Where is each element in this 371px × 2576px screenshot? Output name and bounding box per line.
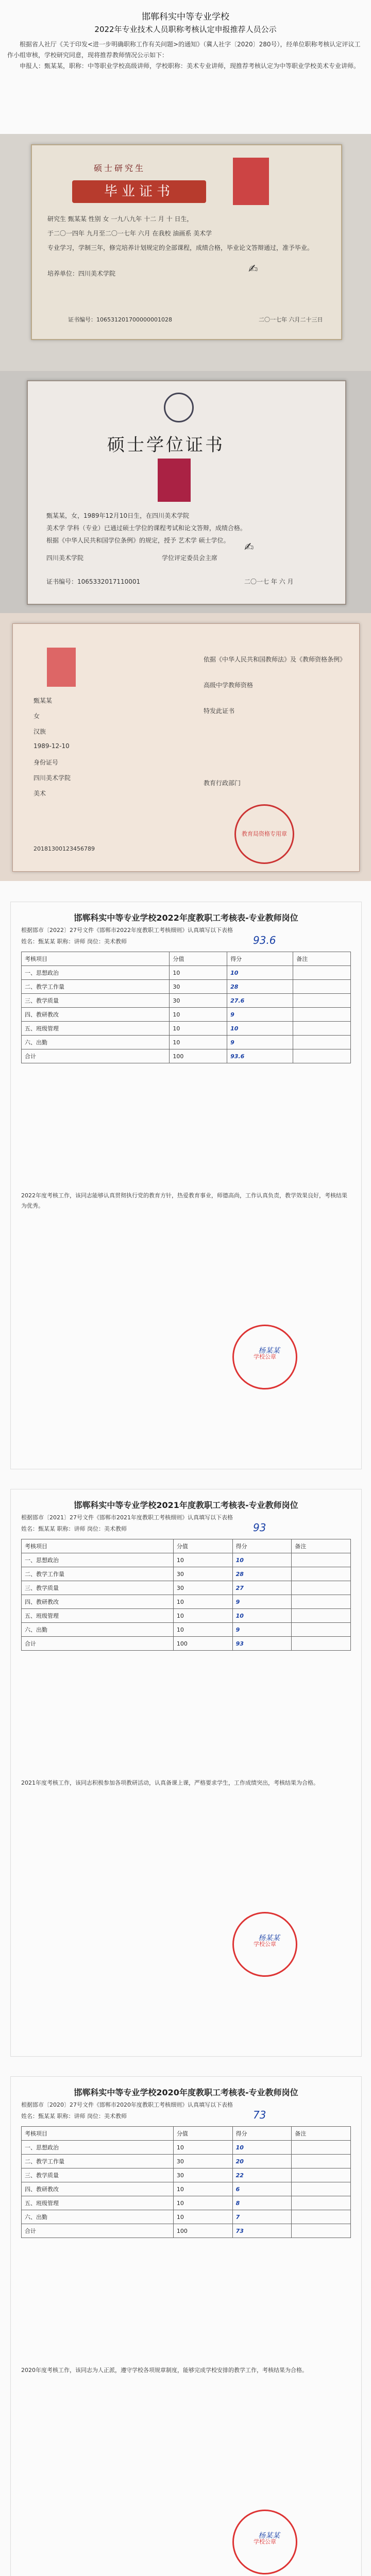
table-cell: [292, 2210, 351, 2224]
table-cell: 30: [173, 1567, 232, 1581]
teacher-qualification-certificate: [12, 623, 360, 872]
cert-line-2: 于二〇一四年 九月至二〇一七年 六月 在我校 油画系 美术学: [47, 230, 212, 237]
sheet-subtitle: 根据邯市〔2020〕27号文件《邯郸市2020年度教职工考核细则》认真填写以下表格: [21, 2102, 233, 2108]
degree-number: 证书编号：1065332017110001: [46, 578, 141, 585]
table-cell: 30: [173, 2155, 232, 2168]
table-cell: 20: [232, 2155, 292, 2168]
table-cell: 73: [232, 2224, 292, 2238]
table-cell: [292, 1567, 351, 1581]
table-row: [22, 1553, 351, 1567]
tq-birth: 1989-12-10: [33, 742, 70, 750]
signature: ✍: [248, 263, 258, 276]
degree-certificate: [27, 380, 346, 605]
table-row: [22, 952, 351, 966]
table-cell: [292, 1595, 351, 1609]
table-cell: 30: [173, 2168, 232, 2182]
table-cell: 10: [173, 2141, 232, 2155]
cert-school-label: 硕士研究生: [94, 163, 146, 173]
assessment-sheet-2022: [10, 902, 362, 1469]
table-row: [22, 1623, 351, 1637]
table-cell: 9: [227, 1036, 293, 1049]
tq-unit: 教育行政部门: [204, 779, 241, 787]
table-cell: 考核项目: [22, 2127, 174, 2141]
table-cell: 10: [227, 966, 293, 980]
table-row: [22, 1036, 351, 1049]
table-cell: 10: [173, 1553, 232, 1567]
table-cell: 一、思想政治: [22, 2141, 174, 2155]
table-row: [22, 2224, 351, 2238]
table-row: [22, 980, 351, 994]
table-cell: 五、班级管理: [22, 1609, 174, 1623]
graduation-certificate: [31, 144, 342, 340]
table-cell: [292, 2168, 351, 2182]
table-cell: [293, 1008, 351, 1022]
sheet-meta: 姓名：甄某某 职称：讲师 岗位：美术教师: [21, 2113, 127, 2120]
signature: 杨某某: [258, 1347, 280, 1355]
table-cell: 28: [227, 980, 293, 994]
table-cell: 27: [232, 1581, 292, 1595]
cert-banner: 毕业证书: [72, 180, 206, 203]
table-cell: 四、教研教改: [22, 2182, 174, 2196]
table-row: [22, 966, 351, 980]
table-cell: 10: [173, 1623, 232, 1637]
cert-date: 二〇一七年 六月二十三日: [259, 316, 323, 323]
tq-type: 高级中学教师资格: [204, 682, 254, 689]
signature: ✍: [244, 541, 254, 554]
tq-law: 依据《中华人民共和国教师法》及《教师资格条例》: [204, 656, 346, 663]
sheet-remark: 2022年度考核工作，该同志能够认真贯彻执行党的教育方针，热爱教育事业，师德高尚，工作认真负责，教学效果良好，考核结果为优秀。: [21, 1192, 347, 1209]
tq-subject: 美术: [33, 790, 46, 797]
table-row: [22, 2196, 351, 2210]
table-row: [22, 1581, 351, 1595]
table-cell: [293, 1049, 351, 1063]
table-cell: 10: [173, 2182, 232, 2196]
degree-cert-photo: [0, 371, 371, 613]
table-cell: 五、班级管理: [22, 1022, 170, 1036]
table-cell: 9: [227, 1008, 293, 1022]
table-cell: 30: [173, 1581, 232, 1595]
table-cell: 22: [232, 2168, 292, 2182]
total-score: 93.6: [253, 934, 276, 946]
degree-title: 硕士学位证书: [107, 435, 225, 455]
table-cell: [292, 1623, 351, 1637]
table-cell: [293, 966, 351, 980]
intro-text: [7, 39, 364, 72]
table-cell: 三、教学质量: [22, 994, 170, 1008]
table-cell: 93.6: [227, 1049, 293, 1063]
intro-paragraph-2: 申报人：甄某某，职称：中等职业学校高级讲师，学校职称：美术专业讲师，现推荐考核认定为中等职业学校美术专业讲师。: [20, 62, 360, 70]
table-cell: 10: [173, 1609, 232, 1623]
table-cell: 备注: [292, 1539, 351, 1553]
table-cell: 10: [170, 1036, 227, 1049]
table-cell: 10: [170, 966, 227, 980]
table-cell: 六、出勤: [22, 2210, 174, 2224]
table-cell: [292, 2155, 351, 2168]
table-row: [22, 2210, 351, 2224]
table-cell: 30: [170, 994, 227, 1008]
table-cell: [293, 1036, 351, 1049]
table-row: [22, 1609, 351, 1623]
sheet-title: 邯郸科实中等专业学校2021年度教职工考核表-专业教师岗位: [74, 1500, 298, 1510]
table-cell: 6: [232, 2182, 292, 2196]
table-row: [22, 2168, 351, 2182]
table-cell: [292, 2182, 351, 2196]
table-row: [22, 1595, 351, 1609]
table-cell: 二、教学工作量: [22, 980, 170, 994]
table-cell: 备注: [293, 952, 351, 966]
table-cell: 一、思想政治: [22, 966, 170, 980]
table-cell: [292, 2141, 351, 2155]
sheet-subtitle: 根据邯市〔2021〕27号文件《邯郸市2021年度教职工考核细则》认真填写以下表格: [21, 1514, 233, 1521]
table-cell: 10: [173, 1595, 232, 1609]
portrait-photo: [158, 459, 191, 502]
sheet-remark: 2021年度考核工作，该同志积极参加各项教研活动，认真备课上课，严格要求学生，工作成绩突出，考核结果为合格。: [21, 1780, 319, 1786]
table-row: [22, 994, 351, 1008]
table-row: [22, 1008, 351, 1022]
table-cell: 考核项目: [22, 1539, 174, 1553]
sheet-remark: 2020年度考核工作，该同志为人正派，遵守学校各项规章制度，能够完成学校安排的教学工作，考核结果为合格。: [21, 2367, 308, 2374]
table-cell: 9: [232, 1623, 292, 1637]
table-cell: 10: [170, 1022, 227, 1036]
table-cell: 10: [232, 1609, 292, 1623]
school-stamp-icon: 学校公章: [232, 2510, 297, 2574]
table-cell: [293, 980, 351, 994]
table-cell: 得分: [232, 2127, 292, 2141]
tq-number: 20181300123456789: [33, 845, 95, 852]
table-cell: 9: [232, 1595, 292, 1609]
tq-gender: 女: [33, 713, 40, 720]
table-cell: 100: [170, 1049, 227, 1063]
table-row: [22, 2182, 351, 2196]
intro-paragraph-1: 根据省人社厅《关于印发<进一步明确职称工作有关问题>的通知》（冀人社字〔2020〕280号），经单位职称考核认定评议工作小组审核，学校研究同意，现将推荐教师情况公示如下：: [7, 41, 361, 59]
table-row: [22, 1567, 351, 1581]
degree-unit: 四川美术学院: [46, 554, 84, 562]
table-cell: 30: [170, 980, 227, 994]
sheet-title: 邯郸科实中等专业学校2022年度教职工考核表-专业教师岗位: [74, 913, 298, 923]
official-seal-icon: 教育局资格专用章: [234, 804, 294, 864]
school-stamp-icon: 学校公章: [232, 1325, 297, 1389]
cert-line-1: 研究生 甄某某 性别 女 一九八九年 十二 月 十 日生，: [47, 215, 193, 223]
total-score: 73: [253, 2109, 266, 2121]
table-cell: 分值: [173, 2127, 232, 2141]
table-cell: 备注: [292, 2127, 351, 2141]
table-cell: 10: [227, 1022, 293, 1036]
table-row: [22, 1049, 351, 1063]
table-cell: [292, 1581, 351, 1595]
teacher-qual-photo: [0, 613, 371, 881]
table-cell: 10: [173, 2196, 232, 2210]
table-cell: [293, 994, 351, 1008]
school-name: 邯郸科实中等专业学校: [142, 12, 229, 22]
table-cell: [292, 2196, 351, 2210]
signature: 杨某某: [258, 1934, 280, 1942]
sheet-title: 邯郸科实中等专业学校2020年度教职工考核表-专业教师岗位: [74, 2088, 298, 2097]
table-cell: 分值: [170, 952, 227, 966]
cert-unit: 培养单位：四川美术学院: [47, 270, 116, 277]
table-cell: 分值: [173, 1539, 232, 1553]
university-logo-icon: [164, 393, 194, 422]
table-row: [22, 1022, 351, 1036]
table-row: [22, 2127, 351, 2141]
table-cell: 10: [173, 2210, 232, 2224]
tq-id-label: 身份证号: [33, 759, 59, 766]
total-score: 93: [253, 1521, 266, 1534]
school-stamp-icon: 学校公章: [232, 1912, 297, 1977]
tq-ethnic: 汉族: [33, 728, 46, 735]
table-cell: [292, 1637, 351, 1651]
degree-line-2: 美术学 学科（专业）已通过硕士学位的课程考试和论文答辩，成绩合格。: [46, 524, 246, 532]
score-table: [21, 2126, 351, 2238]
table-cell: 合计: [22, 2224, 174, 2238]
table-cell: 四、教研教改: [22, 1595, 174, 1609]
table-row: [22, 2155, 351, 2168]
portrait-photo: [233, 158, 269, 205]
cert-number: 证书编号：106531201700000001028: [68, 316, 172, 323]
tq-name: 甄某某: [33, 697, 53, 704]
degree-role: 学位评定委员会主席: [162, 554, 218, 562]
table-cell: 二、教学工作量: [22, 2155, 174, 2168]
degree-line-3: 根据《中华人民共和国学位条例》的规定，授予 艺术学 硕士学位。: [46, 537, 230, 544]
table-cell: 8: [232, 2196, 292, 2210]
table-cell: 合计: [22, 1637, 174, 1651]
table-cell: 得分: [232, 1539, 292, 1553]
table-cell: 四、教研教改: [22, 1008, 170, 1022]
table-cell: [292, 1553, 351, 1567]
assessment-sheet-2021: [10, 1489, 362, 2057]
signature: 杨某某: [258, 2532, 280, 2540]
table-cell: 合计: [22, 1049, 170, 1063]
tq-issue: 特发此证书: [204, 707, 235, 715]
table-cell: 六、出勤: [22, 1036, 170, 1049]
table-cell: [293, 1022, 351, 1036]
table-cell: 27.6: [227, 994, 293, 1008]
table-cell: 三、教学质量: [22, 1581, 174, 1595]
table-cell: [292, 2224, 351, 2238]
table-cell: 六、出勤: [22, 1623, 174, 1637]
table-cell: [292, 1609, 351, 1623]
table-cell: 得分: [227, 952, 293, 966]
table-row: [22, 1539, 351, 1553]
degree-line-1: 甄某某，女，1989年12月10日生，在四川美术学院: [46, 512, 190, 519]
table-cell: 7: [232, 2210, 292, 2224]
table-row: [22, 2141, 351, 2155]
tq-school: 四川美术学院: [33, 774, 71, 782]
portrait-photo: [47, 648, 76, 687]
table-cell: 10: [170, 1008, 227, 1022]
cert-line-3: 专业学习，学制三年，修完培养计划规定的全部课程，成绩合格，毕业论文答辩通过，准予毕业。: [47, 244, 314, 251]
page-title: 2022年专业技术人员职称考核认定申报推荐人员公示: [94, 25, 277, 34]
table-cell: 100: [173, 1637, 232, 1651]
score-table: [21, 952, 351, 1063]
table-cell: 三、教学质量: [22, 2168, 174, 2182]
score-table: [21, 1539, 351, 1651]
sheet-meta: 姓名：甄某某 职称：讲师 岗位：美术教师: [21, 1526, 127, 1532]
table-cell: 100: [173, 2224, 232, 2238]
table-cell: 10: [232, 1553, 292, 1567]
table-cell: 93: [232, 1637, 292, 1651]
sheet-subtitle: 根据邯市〔2022〕27号文件《邯郸市2022年度教职工考核细则》认真填写以下表格: [21, 927, 233, 934]
graduation-cert-photo: [0, 134, 371, 371]
degree-date: 二〇一七 年 六 月: [244, 578, 294, 585]
table-cell: 五、班级管理: [22, 2196, 174, 2210]
assessment-sheet-2020: [10, 2076, 362, 2576]
table-cell: 一、思想政治: [22, 1553, 174, 1567]
table-cell: 10: [232, 2141, 292, 2155]
table-row: [22, 1637, 351, 1651]
sheet-meta: 姓名：甄某某 职称：讲师 岗位：美术教师: [21, 938, 127, 945]
table-cell: 28: [232, 1567, 292, 1581]
table-cell: 考核项目: [22, 952, 170, 966]
table-cell: 二、教学工作量: [22, 1567, 174, 1581]
